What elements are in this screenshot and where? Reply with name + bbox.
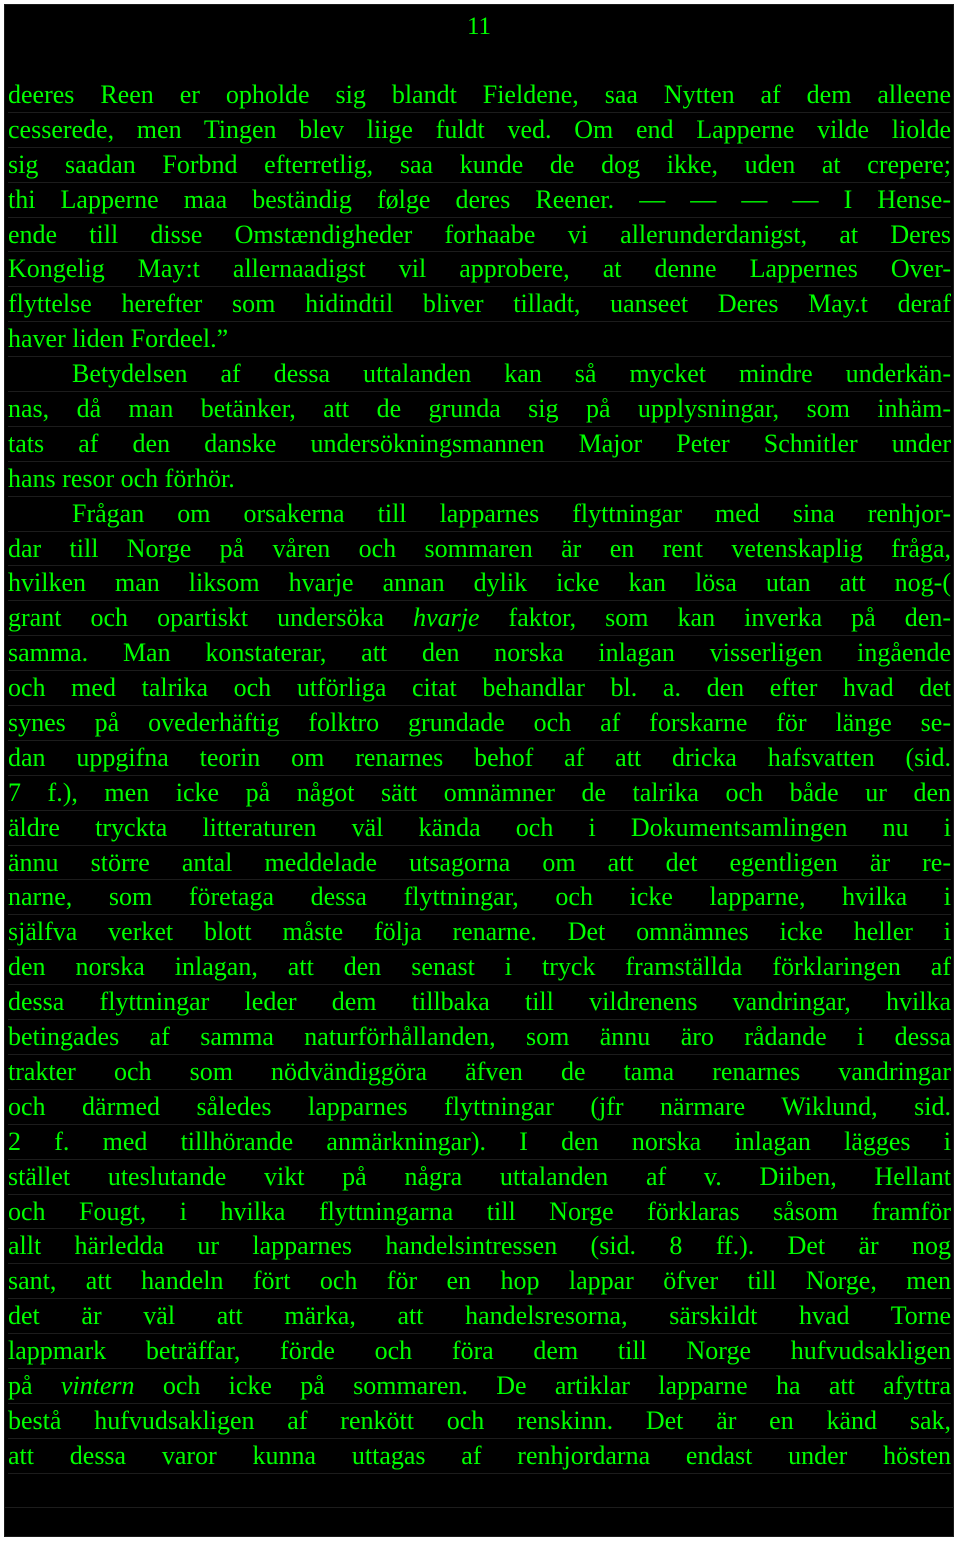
- text-line: flyttelse herefter som hidindtil bliver tilladt, uanseet Deres May.t deraf: [8, 287, 951, 322]
- text-line: sant, att handeln fört och för en hop lappar öfver till Norge, men: [8, 1264, 951, 1299]
- text-segment: grant och opartiskt undersöka: [8, 603, 414, 633]
- text-line: synes på ovederhäftig folktro grundade och af forskarne för länge se-: [8, 706, 951, 741]
- text-line: deeres Reen er opholde sig blandt Fieldene, saa Nytten af dem alleene: [8, 78, 951, 113]
- text-line: [8, 1369, 951, 1404]
- italic-word: hvarje: [413, 603, 480, 633]
- text-line: Kongelig May:t allernaadigst vil approbere, at denne Lappernes Over-: [8, 252, 951, 287]
- text-line: 7 f.), men icke på något sätt omnämner de talrika och både ur den: [8, 776, 951, 811]
- text-line: dessa flyttningar leder dem tillbaka till vildrenens vandringar, hvilka: [8, 985, 951, 1020]
- text-line: hvilken man liksom hvarje annan dylik icke kan lösa utan att nog-(: [8, 566, 951, 601]
- text-line: lappmark beträffar, förde och föra dem till Norge hufvudsakligen: [8, 1334, 951, 1369]
- text-line: 2 f. med tillhörande anmärkningar). I den norska inlagan lägges i: [8, 1125, 951, 1160]
- text-line: narne, som företaga dessa flyttningar, och icke lapparne, hvilka i: [8, 880, 951, 915]
- text-segment: faktor, som kan inverka på den-: [479, 603, 951, 633]
- text-line: cesserede, men Tingen blev liige fuldt ved. Om end Lapperne vilde liolde: [8, 113, 951, 148]
- text-segment: och icke på sommaren. De artiklar lapparne ha att afyttra: [134, 1370, 951, 1400]
- text-segment: på: [8, 1370, 61, 1400]
- text-line: haver liden Fordeel.”: [8, 322, 951, 357]
- text-line: bestå hufvudsakligen af renkött och renskinn. Det är en känd sak,: [8, 1404, 951, 1439]
- text-line: samma. Man konstaterar, att den norska inlagan visserligen ingående: [8, 636, 951, 671]
- text-line: allt härledda ur lapparnes handelsintressen (sid. 8 ff.). Det är nog: [8, 1229, 951, 1264]
- text-line: och med talrika och utförliga citat behandlar bl. a. den efter hvad det: [8, 671, 951, 706]
- text-line: thi Lapperne maa beständig følge deres Reener. — — — — I Hense-: [8, 183, 951, 218]
- text-line: sig saadan Forbnd efterretlig, saa kunde de dog ikke, uden at crepere;: [8, 148, 951, 183]
- text-line: ännu större antal meddelade utsagorna om att det egentligen är re-: [8, 846, 951, 881]
- text-line: ende till disse Omstændigheder forhaabe vi allerunderdanigst, at Deres: [8, 218, 951, 253]
- text-line: den norska inlagan, att den senast i tryck framställda förklaringen af: [8, 950, 951, 985]
- text-line: dan uppgifna teorin om renarnes behof af att dricka hafsvatten (sid.: [8, 741, 951, 776]
- bottom-rule: [5, 1507, 953, 1508]
- text-line: [8, 601, 951, 636]
- text-line: och därmed således lapparnes flyttningar (jfr närmare Wiklund, sid.: [8, 1090, 951, 1125]
- text-line: äldre tryckta litteraturen väl kända och i Dokumentsamlingen nu i: [8, 811, 951, 846]
- text-line: stället uteslutande vikt på några uttalanden af v. Diiben, Hellant: [8, 1160, 951, 1195]
- text-line: trakter och som nödvändiggöra äfven de tama renarnes vandringar: [8, 1055, 951, 1090]
- body-text: [8, 78, 951, 1474]
- text-line: hans resor och förhör.: [8, 462, 951, 497]
- text-line: tats af den danske undersökningsmannen Major Peter Schnitler under: [8, 427, 951, 462]
- text-line: det är väl att märka, att handelsresorna, särskildt hvad Torne: [8, 1299, 951, 1334]
- text-line: själfva verket blott måste följa renarne. Det omnämnes icke heller i: [8, 915, 951, 950]
- text-line: Frågan om orsakerna till lapparnes flyttningar med sina renhjor-: [8, 497, 951, 532]
- text-line: att dessa varor kunna uttagas af renhjordarna endast under hösten: [8, 1439, 951, 1474]
- page-number: 11: [466, 13, 492, 40]
- text-line: nas, då man betänker, att de grunda sig på upplysningar, som inhäm-: [8, 392, 951, 427]
- text-line: betingades af samma naturförhållanden, som ännu äro rådande i dessa: [8, 1020, 951, 1055]
- text-line: dar till Norge på våren och sommaren är en rent vetenskaplig fråga,: [8, 532, 951, 567]
- document-page: [4, 4, 954, 1537]
- italic-word: vintern: [60, 1370, 135, 1400]
- text-line: och Fougt, i hvilka flyttningarna till Norge förklaras såsom framför: [8, 1195, 951, 1230]
- text-line: Betydelsen af dessa uttalanden kan så mycket mindre underkän-: [8, 357, 951, 392]
